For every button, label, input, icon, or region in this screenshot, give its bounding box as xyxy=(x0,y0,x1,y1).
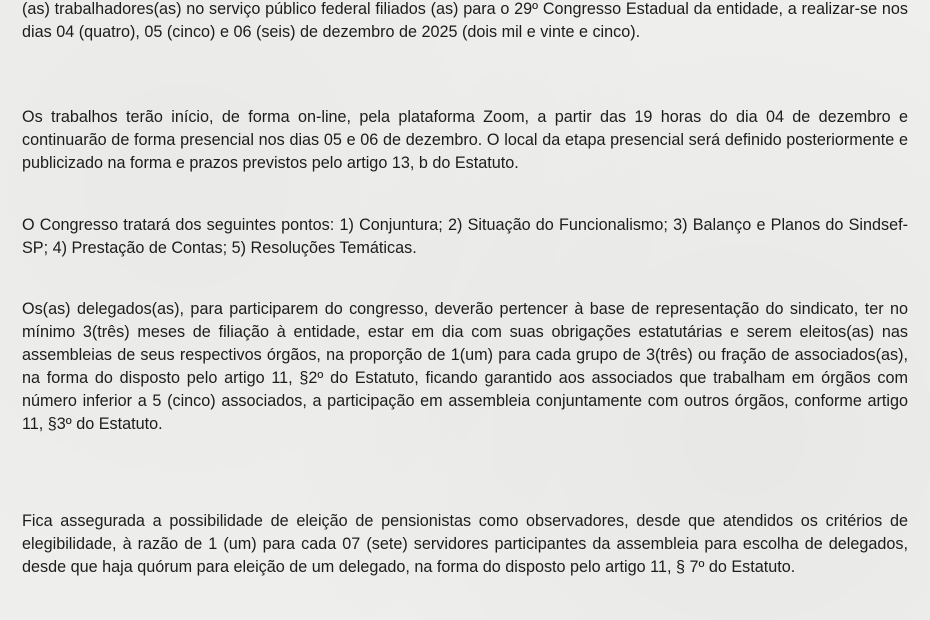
paragraph-pensioners: Fica assegurada a possibilidade de eleição de pensionistas como observadores, desde que atendidos os critérios de elegibilidade, à razão de 1 (um) para cada 07 (sete) servidores participantes da assembleia para escolha de delegados, desde que haja quórum para eleição de um delegado, na forma do disposto pelo artigo 11, § 7º do Estatuto. xyxy=(22,512,908,576)
paragraph-delegates: Os(as) delegados(as), para participarem do congresso, deverão pertencer à base de representação do sindicato, ter no mínimo 3(três) meses de filiação à entidade, estar em dia com suas obrigações estatutárias e serem eleitos(as) nas assembleias de seus respectivos órgãos, na proporção de 1(um) para cada grupo de 3(três) ou fração de associados(as), na forma do disposto pelo artigo 11, §2º do Estatuto, ficando garantido aos associados que trabalham em órgãos com número inferior a 5 (cinco) associados, a participação em assembleia conjuntamente com outros órgãos, conforme artigo 11, §3º do Estatuto. xyxy=(22,300,908,433)
paragraph-agenda: O Congresso tratará dos seguintes pontos: 1) Conjuntura; 2) Situação do Funcionalismo; 3) Balanço e Planos do Sindsef-SP; 4) Prestação de Contas; 5) Resoluções Temáticas. xyxy=(22,216,908,257)
paragraph-schedule: Os trabalhos terão início, de forma on-line, pela plataforma Zoom, a partir das 19 horas do dia 04 de dezembro e continuarão de forma presencial nos dias 05 e 06 de dezembro. O local da etapa presencial será definido posteriormente e publicizado na forma e prazos previstos pelo artigo 13, b do Estatuto. xyxy=(22,108,908,172)
paragraph-congress-announcement: (as) trabalhadores(as) no serviço público federal filiados (as) para o 29º Congresso Estadual da entidade, a realizar-se nos dias 04 (quatro), 05 (cinco) e 06 (seis) de dezembro de 2025 (dois mil e vinte e cinco). xyxy=(22,0,908,41)
